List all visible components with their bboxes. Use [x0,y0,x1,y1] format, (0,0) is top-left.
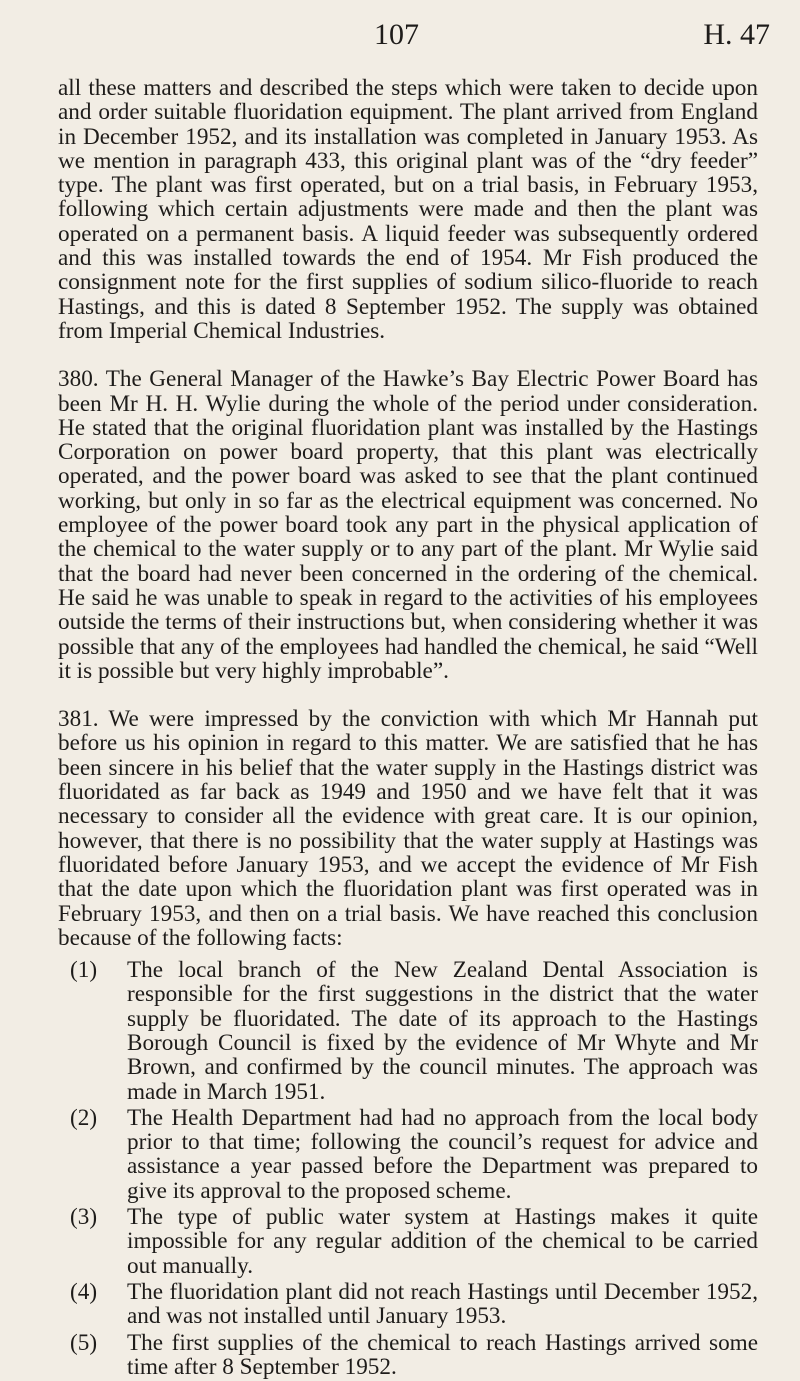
fact-item-1 [70,958,758,1104]
fact-item-3 [70,1205,758,1278]
page-number: 107 [374,18,419,51]
document-page [58,12,770,1381]
running-head [58,12,770,76]
fact-item-4 [70,1280,758,1329]
fact-text: The type of public water system at Hastings makes it quite impossible for any regular addition of the chemical to be carried out manually. [127,1204,758,1279]
fact-marker: (4) [70,1278,98,1305]
fact-text: The Health Department had had no approach from the local body prior to that time; following the council’s request for advice and assistance a year passed before the Department was prepared to give its approval to the proposed scheme. [127,1104,758,1204]
fact-text: The first supplies of the chemical to reach Hastings arrived some time after 8 September 1952. [127,1329,758,1380]
fact-marker: (1) [70,957,98,984]
fact-marker: (3) [70,1204,98,1231]
continuation-paragraph: all these matters and described the steps which were taken to decide upon and order suitable fluoridation equipment. The plant arrived from England in December 1952, and its installation was completed in January 1953. As we mention in paragraph 433, this original plant was of the “dry feeder” type. The plant was first operated, but on a trial basis, in February 1953, following which certain adjustments were made and then the plant was operated on a permanent basis. A liquid feeder was subsequently ordered and this was installed towards the end of 1954. Mr Fish produced the consignment note for the first supplies of sodium silico-fluoride to reach Hastings, and this is dated 8 September 1952. The supply was obtained from Imperial Chemical Industries. [58,75,758,344]
fact-item-2 [70,1106,758,1203]
section-reference: H. 47 [703,18,770,51]
paragraph-spacer [58,343,758,367]
facts-list [58,958,758,1379]
fact-text: The fluoridation plant did not reach Hastings until December 1952, and was not installed until January 1953. [127,1278,758,1330]
paragraph-380: 380. The General Manager of the Hawke’s Bay Electric Power Board has been Mr H. H. Wylie during the whole of the period under consideration. He stated that the original fluoridation plant was installed by the Hastings Corporation on power board property, that this plant was electrically operated, and the power board was asked to see that the plant continued working, but only in so far as the electrical equipment was concerned. No employee of the power board took any part in the physical application of the chemical to the water supply or to any part of the plant. Mr Wylie said that the board had never been concerned in the ordering of the chemical. He said he was unable to speak in regard to the activities of his employees outside the terms of their instructions but, when considering whether it was possible that any of the employees had handled the chemical, he said “Well it is possible but very highly improbable”. [58,366,758,684]
fact-marker: (2) [70,1104,98,1131]
fact-marker: (5) [70,1329,98,1356]
fact-text: The local branch of the New Zealand Dental Association is responsible for the first suggestions in the district that the water supply be fluoridated. The date of its approach to the Hastings Borough Council is fixed by the evidence of Mr Whyte and Mr Brown, and confirmed by the council minutes. The approach was made in March 1951. [127,957,758,1105]
paragraph-spacer [58,683,758,707]
paragraph-381: 381. We were impressed by the conviction with which Mr Hannah put before us his opinion in regard to this matter. We are satisfied that he has been sincere in his belief that the water supply in the Hastings district was fluoridated as far back as 1949 and 1950 and we have felt that it was necessary to consider all the evidence with great care. It is our opinion, however, that there is no possibility that the water supply at Hastings was fluoridated before January 1953, and we accept the evidence of Mr Fish that the date upon which the fluoridation plant was first operated was in February 1953, and then on a trial basis. We have reached this conclusion because of the following facts: [58,706,758,951]
